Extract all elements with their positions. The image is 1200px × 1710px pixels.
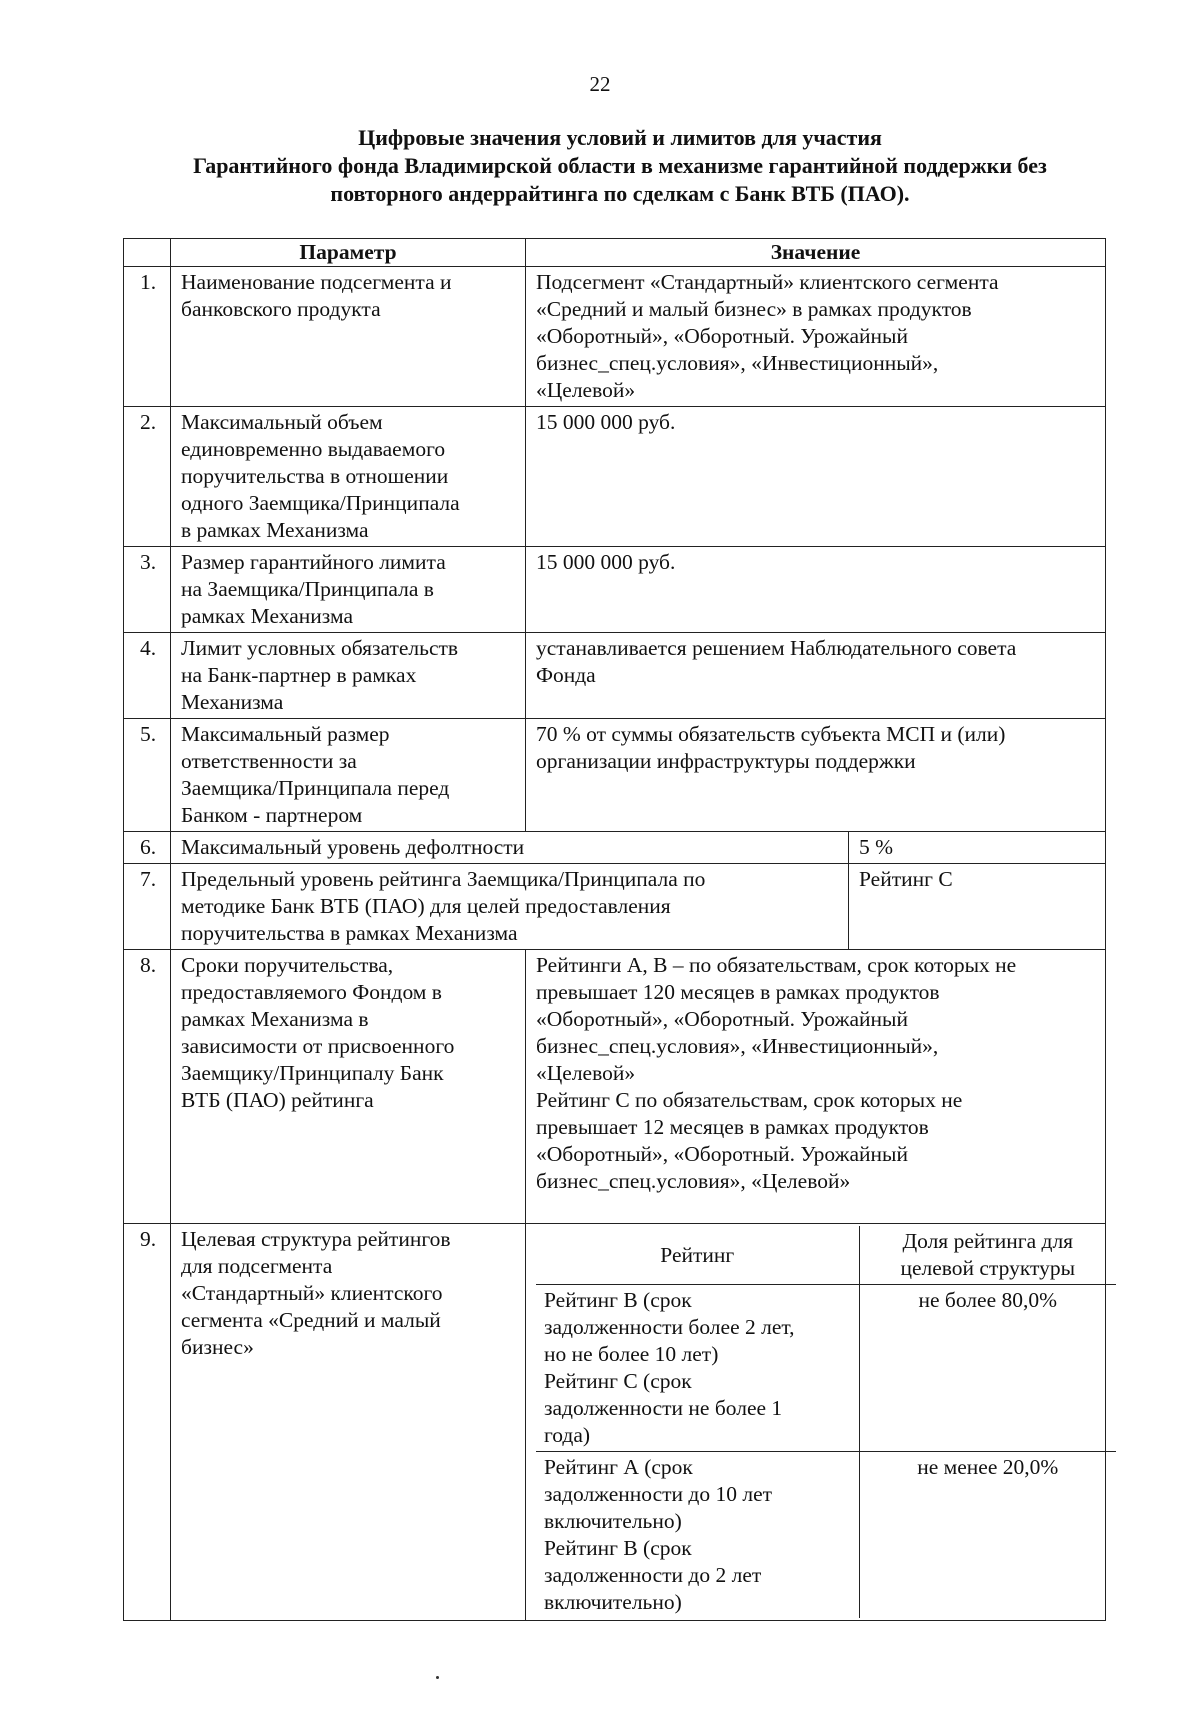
row-num: 2. [124,407,171,547]
row-param: Максимальный объем единовременно выдаваемого поручительства в отношении одного Заемщика/Принципала в рамках Механизма [171,407,526,547]
table-row [124,407,1106,547]
rating-structure-cell [526,1224,1106,1621]
table-header-row [124,239,1106,267]
header-num [124,239,171,267]
row-value: Рейтинг С [849,864,1106,950]
row-value: 5 % [849,832,1106,864]
row-num: 9. [124,1224,171,1621]
row-param: Предельный уровень рейтинга Заемщика/Принципала по методике Банк ВТБ (ПАО) для целей предоставления поручительства в рамках Механизма [171,864,849,950]
scan-speck [436,1676,439,1679]
row-param: Размер гарантийного лимита на Заемщика/Принципала в рамках Механизма [171,547,526,633]
header-param: Параметр [171,239,526,267]
row-param: Целевая структура рейтингов для подсегмента «Стандартный» клиентского сегмента «Средний и малый бизнес» [171,1224,526,1621]
row-num: 6. [124,832,171,864]
row-value: 15 000 000 руб. [526,547,1106,633]
table-row [124,719,1106,832]
row-num: 8. [124,950,171,1224]
row-num: 5. [124,719,171,832]
row-param: Максимальный размер ответственности за Заемщика/Принципала перед Банком - партнером [171,719,526,832]
conditions-table [123,238,1106,1621]
rating-row [536,1452,1116,1619]
row-value: Рейтинги А, В – по обязательствам, срок которых не превышает 120 месяцев в рамках продуктов «Оборотный», «Оборотный. Урожайный бизнес_спец.условия», «Инвестиционный», «Целевой» Рейтинг С по обязательствам, срок которых не превышает 12 месяцев в рамках продуктов «Оборотный», «Оборотный. Урожайный бизнес_спец.условия», «Целевой» [526,950,1106,1224]
table-row [124,950,1106,1224]
header-value: Значение [526,239,1106,267]
rating-header: Рейтинг [536,1226,859,1285]
row-value: Подсегмент «Стандартный» клиентского сегмента «Средний и малый бизнес» в рамках продуктов «Оборотный», «Оборотный. Урожайный бизнес_спец.условия», «Инвестиционный», «Целевой» [526,267,1106,407]
table-row [124,1224,1106,1621]
table-row [124,267,1106,407]
document-title: Цифровые значения условий и лимитов для участия Гарантийного фонда Владимирской области в механизме гарантийной поддержки без повторного андеррайтинга по сделкам с Банк ВТБ (ПАО). [193,125,1047,206]
row-value: 15 000 000 руб. [526,407,1106,547]
share-header: Доля рейтинга для целевой структуры [859,1226,1116,1285]
row-num: 3. [124,547,171,633]
row-value: 70 % от суммы обязательств субъекта МСП и (или) организации инфраструктуры поддержки [526,719,1106,832]
rating-header-row [536,1226,1116,1285]
row-value: устанавливается решением Наблюдательного совета Фонда [526,633,1106,719]
row-param: Максимальный уровень дефолтности [171,832,849,864]
row-num: 1. [124,267,171,407]
rating-cell: Рейтинг В (срок задолженности более 2 лет, но не более 10 лет) Рейтинг С (срок задолженности не более 1 года) [536,1285,859,1452]
row-param: Сроки поручительства, предоставляемого Фондом в рамках Механизма в зависимости от присвоенного Заемщику/Принципалу Банк ВТБ (ПАО) рейтинга [171,950,526,1224]
rating-cell: Рейтинг А (срок задолженности до 10 лет включительно) Рейтинг В (срок задолженности до 2 лет включительно) [536,1452,859,1619]
rating-row [536,1285,1116,1452]
page-number: 22 [589,72,611,96]
row-param: Лимит условных обязательств на Банк-партнер в рамках Механизма [171,633,526,719]
row-num: 7. [124,864,171,950]
share-cell: не менее 20,0% [859,1452,1116,1619]
row-param: Наименование подсегмента и банковского продукта [171,267,526,407]
row-num: 4. [124,633,171,719]
table-row [124,864,1106,950]
table-row [124,832,1106,864]
share-cell: не более 80,0% [859,1285,1116,1452]
rating-structure-table [536,1226,1116,1618]
table-row [124,547,1106,633]
table-row [124,633,1106,719]
